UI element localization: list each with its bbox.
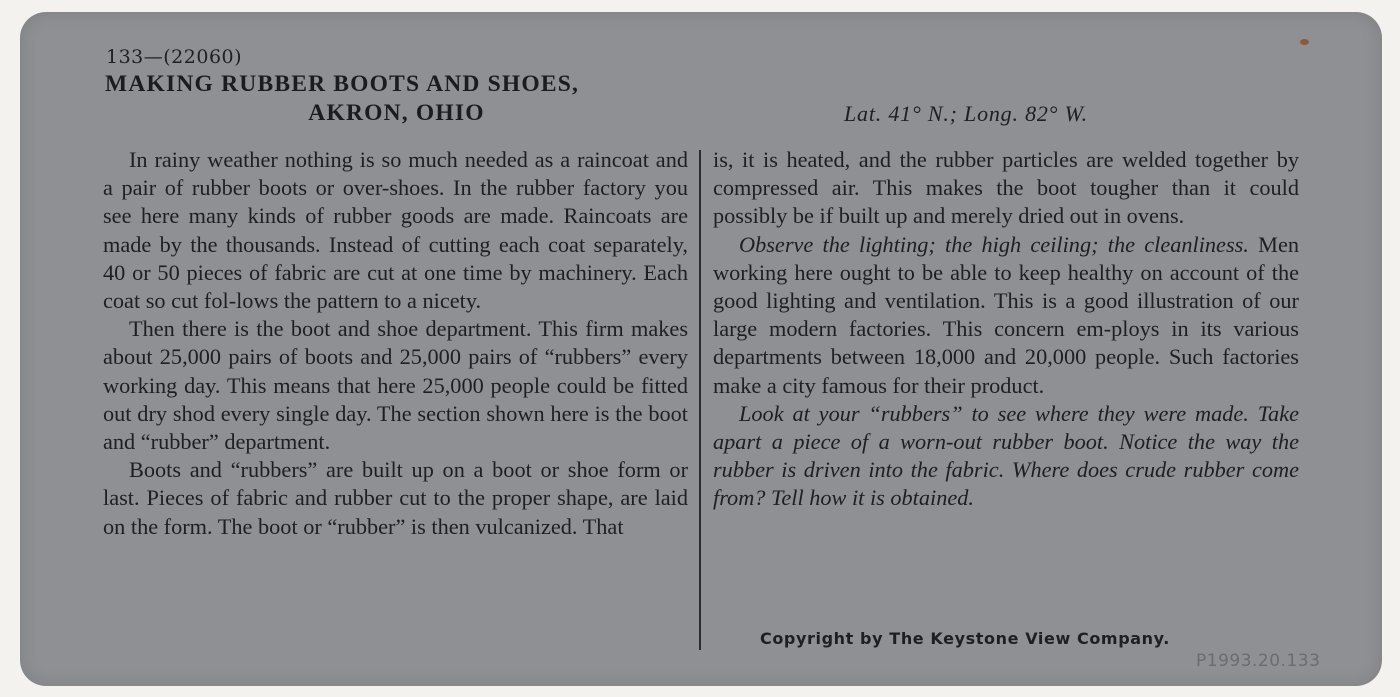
stain-mark [1300, 39, 1309, 45]
right-paragraph-2 [713, 231, 1299, 400]
left-paragraph-2: Then there is the boot and shoe department. This firm makes about 25,000 pairs of boots and 25,000 pairs of “rubbers” every working day. This means that here 25,000 people could be fitted out dry shod every single day. The section shown here is the boot and “rubber” department. [103, 316, 688, 455]
right-paragraph-1: is, it is heated, and the rubber particles are welded together by compressed air. This makes the boot tougher than it could possibly be if built up and merely dried out in ovens. [713, 147, 1299, 229]
right-text-column [713, 146, 1299, 513]
copyright-notice: Copyright by The Keystone View Company. [760, 629, 1170, 648]
left-paragraph-1: In rainy weather nothing is so much needed as a raincoat and a pair of rubber boots or over-shoes. In the rubber factory you see here many kinds of rubber goods are made. Raincoats are made by the thousands. Instead of cutting each coat separately, 40 or 50 pieces of fabric are cut at one time by machinery. Each coat so cut fol-lows the pattern to a nicety. [103, 147, 688, 314]
right-paragraph-2-italic: Observe the lighting; the high ceiling; the cleanliness. [739, 231, 1249, 257]
title-line-1: MAKING RUBBER BOOTS AND SHOES, [105, 71, 580, 97]
accession-number: P1993.20.133 [1196, 651, 1321, 671]
right-paragraph-2-text: Men working here ought to be able to keep healthy on account of the good lighting and ventilation. This is a good illustration of our large modern factories. This concern em-ploys in its various departments between 18,000 and 20,000 people. Such factories make a city famous for their product. [713, 231, 1300, 398]
title-line-2: AKRON, OHIO [308, 100, 485, 126]
column-divider [699, 150, 701, 650]
left-paragraph-3: Boots and “rubbers” are built up on a boot or shoe form or last. Pieces of fabric and rubber cut to the proper shape, are laid on the form. The boot or “rubber” is then vulcanized. That [103, 457, 688, 539]
catalog-number: 133—(22060) [106, 46, 243, 68]
left-text-column [103, 146, 688, 541]
right-paragraph-3: Look at your “rubbers” to see where they were made. Take apart a piece of a worn-out rubber boot. Notice the way the rubber is driven into the fabric. Where does crude rubber come from? Tell how it is obtained. [713, 400, 1299, 511]
latitude-longitude: Lat. 41° N.; Long. 82° W. [844, 101, 1088, 126]
